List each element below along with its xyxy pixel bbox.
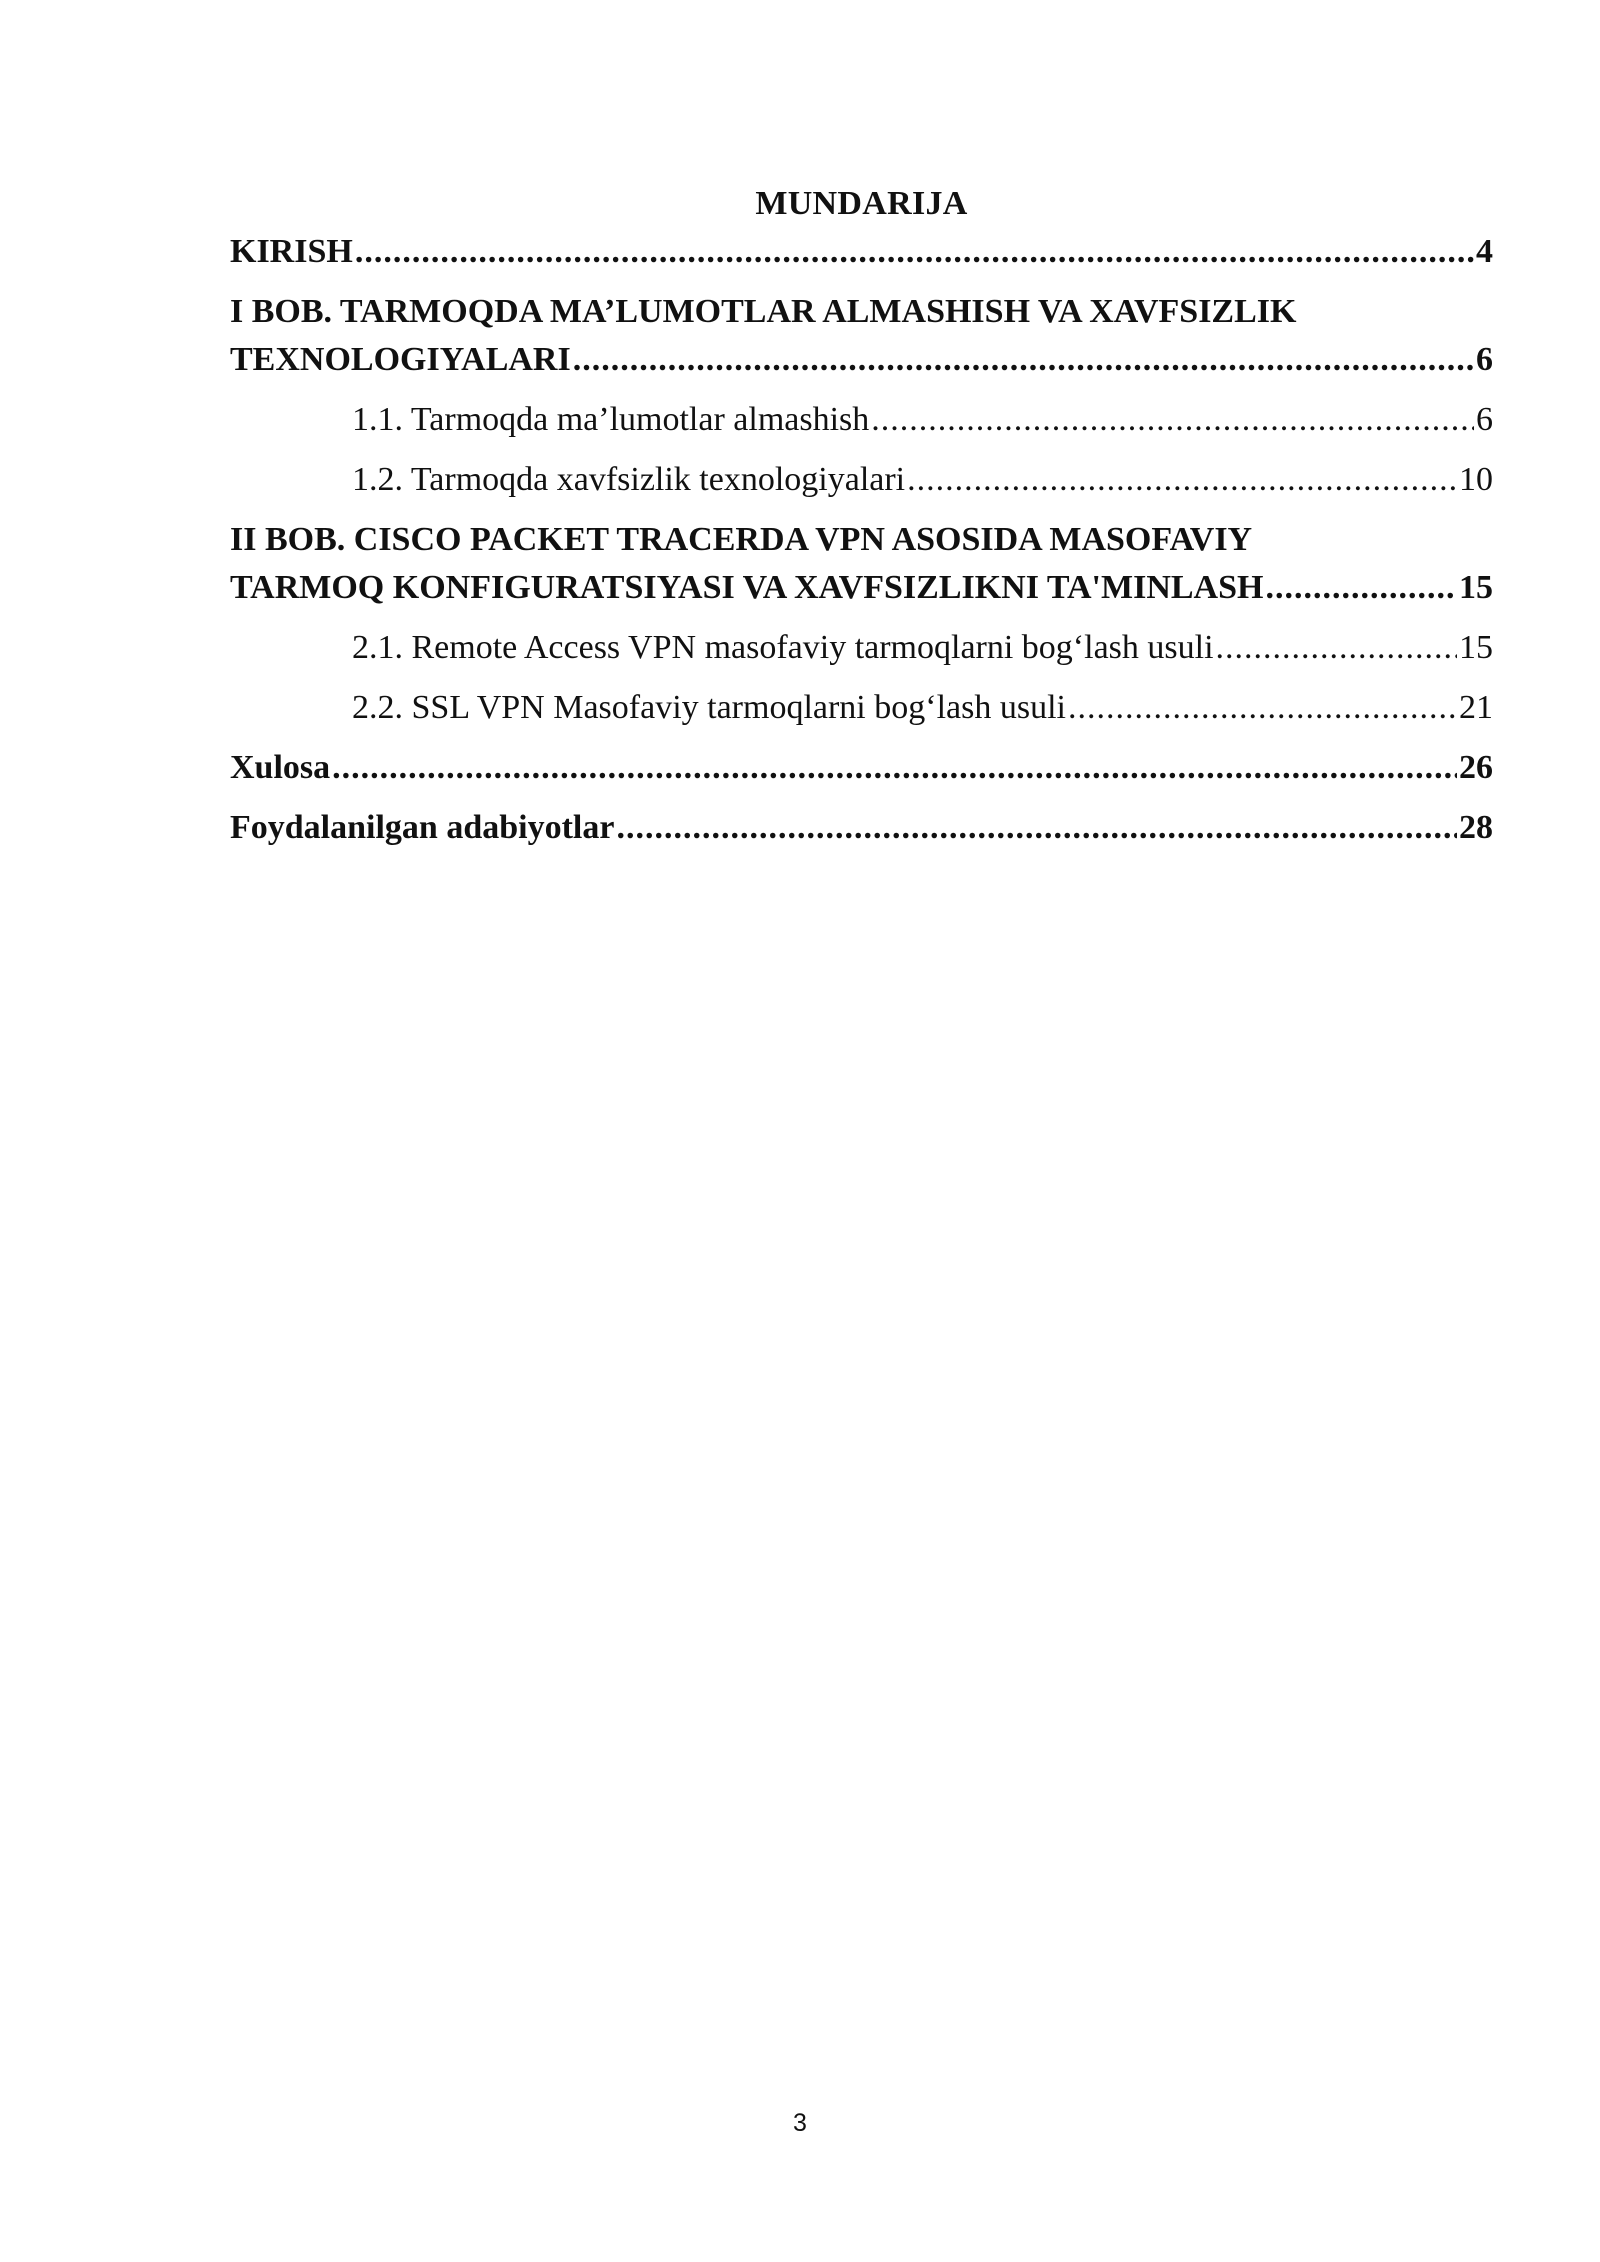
- dot-leader: [616, 804, 1457, 852]
- page-number: 3: [793, 2109, 807, 2137]
- dot-leader: [1216, 624, 1457, 672]
- dot-leader: [355, 228, 1474, 276]
- dot-leader: [573, 336, 1474, 384]
- toc-entry-xulosa[interactable]: [230, 744, 1493, 792]
- toc-entry-chapter-2[interactable]: [230, 516, 1493, 612]
- toc-entry-text: Xulosa: [230, 749, 331, 786]
- toc-entry-text: 2.2. SSL VPN Masofaviy tarmoqlarni bog‘lash usuli: [352, 689, 1066, 726]
- toc-title: MUNDARIJA: [755, 185, 968, 222]
- toc-entry-page: 15: [1459, 629, 1493, 666]
- toc-entry-page: 4: [1476, 233, 1493, 270]
- toc-entry-text: 1.2. Tarmoqda xavfsizlik texnologiyalari: [352, 461, 906, 498]
- toc-entry-page: 21: [1459, 689, 1493, 726]
- toc-entry-text: 1.1. Tarmoqda ma’lumotlar almashish: [352, 401, 870, 438]
- dot-leader: [1068, 684, 1457, 732]
- toc-entry-page: 10: [1459, 461, 1493, 498]
- toc-entry-section-2-2[interactable]: [230, 684, 1493, 732]
- toc-entry-page: 15: [1459, 569, 1493, 606]
- toc-entry-text-line1: I BOB. TARMOQDA MA’LUMOTLAR ALMASHISH VA XAVFSIZLIK: [230, 293, 1297, 330]
- dot-leader: [871, 396, 1474, 444]
- toc-entry-text: TARMOQ KONFIGURATSIYASI VA XAVFSIZLIKNI TA'MINLASH: [230, 569, 1264, 606]
- toc-entry-section-2-1[interactable]: [230, 624, 1493, 672]
- toc-entry-text: Foydalanilgan adabiyotlar: [230, 809, 615, 846]
- dot-leader: [332, 744, 1457, 792]
- dot-leader: [907, 456, 1457, 504]
- dot-leader: [1265, 564, 1457, 612]
- table-of-contents: [230, 180, 1493, 852]
- toc-entry-page: 6: [1476, 341, 1493, 378]
- toc-entry-section-1-2[interactable]: [230, 456, 1493, 504]
- toc-entry-page: 26: [1459, 749, 1493, 786]
- toc-entry-text: 2.1. Remote Access VPN masofaviy tarmoqlarni bog‘lash usuli: [352, 629, 1214, 666]
- toc-entry-page: 28: [1459, 809, 1493, 846]
- toc-entry-bibliography[interactable]: [230, 804, 1493, 852]
- toc-entry-chapter-1[interactable]: [230, 288, 1493, 384]
- toc-entry-text: TEXNOLOGIYALARI: [230, 341, 571, 378]
- toc-entry-kirish[interactable]: [230, 228, 1493, 276]
- toc-entry-text: KIRISH: [230, 233, 353, 270]
- toc-entry-page: 6: [1476, 401, 1493, 438]
- toc-entry-section-1-1[interactable]: [230, 396, 1493, 444]
- toc-entry-text-line1: II BOB. CISCO PACKET TRACERDA VPN ASOSIDA MASOFAVIY: [230, 521, 1253, 558]
